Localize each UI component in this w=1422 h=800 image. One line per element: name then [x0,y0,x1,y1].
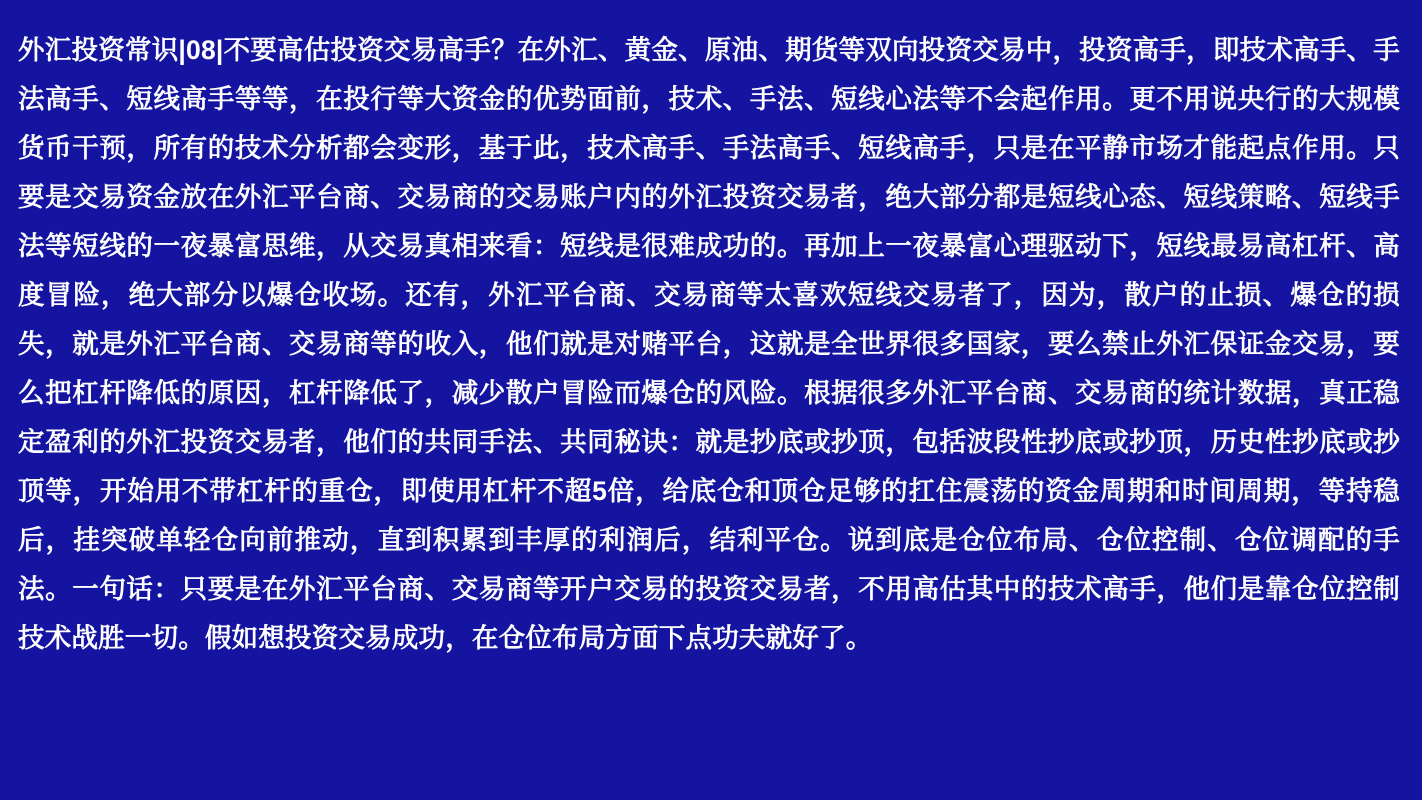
slide-body-text: 外汇投资常识|08|不要高估投资交易高手？在外汇、黄金、原油、期货等双向投资交易中，投资高手，即技术高手、手法高手、短线高手等等，在投行等大资金的优势面前，技术、手法、短线心法等不会起作用。更不用说央行的大规模货币干预，所有的技术分析都会变形，基于此，技术高手、手法高手、短线高手，只是在平静市场才能起点作用。只要是交易资金放在外汇平台商、交易商的交易账户内的外汇投资交易者，绝大部分都是短线心态、短线策略、短线手法等短线的一夜暴富思维，从交易真相来看：短线是很难成功的。再加上一夜暴富心理驱动下，短线最易高杠杆、高度冒险，绝大部分以爆仓收场。还有，外汇平台商、交易商等太喜欢短线交易者了，因为，散户的止损、爆仓的损失，就是外汇平台商、交易商等的收入，他们就是对赌平台，这就是全世界很多国家，要么禁止外汇保证金交易，要么把杠杆降低的原因，杠杆降低了，减少散户冒险而爆仓的风险。根据很多外汇平台商、交易商的统计数据，真正稳定盈利的外汇投资交易者，他们的共同手法、共同秘诀：就是抄底或抄顶，包括波段性抄底或抄顶，历史性抄底或抄顶等，开始用不带杠杆的重仓，即使用杠杆不超5倍，给底仓和顶仓足够的扛住震荡的资金周期和时间周期，等持稳后，挂突破单轻仓向前推动，直到积累到丰厚的利润后，结利平仓。说到底是仓位布局、仓位控制、仓位调配的手法。一句话：只要是在外汇平台商、交易商等开户交易的投资交易者，不用高估其中的技术高手，他们是靠仓位控制技术战胜一切。假如想投资交易成功，在仓位布局方面下点功夫就好了。 [18,35,1400,653]
